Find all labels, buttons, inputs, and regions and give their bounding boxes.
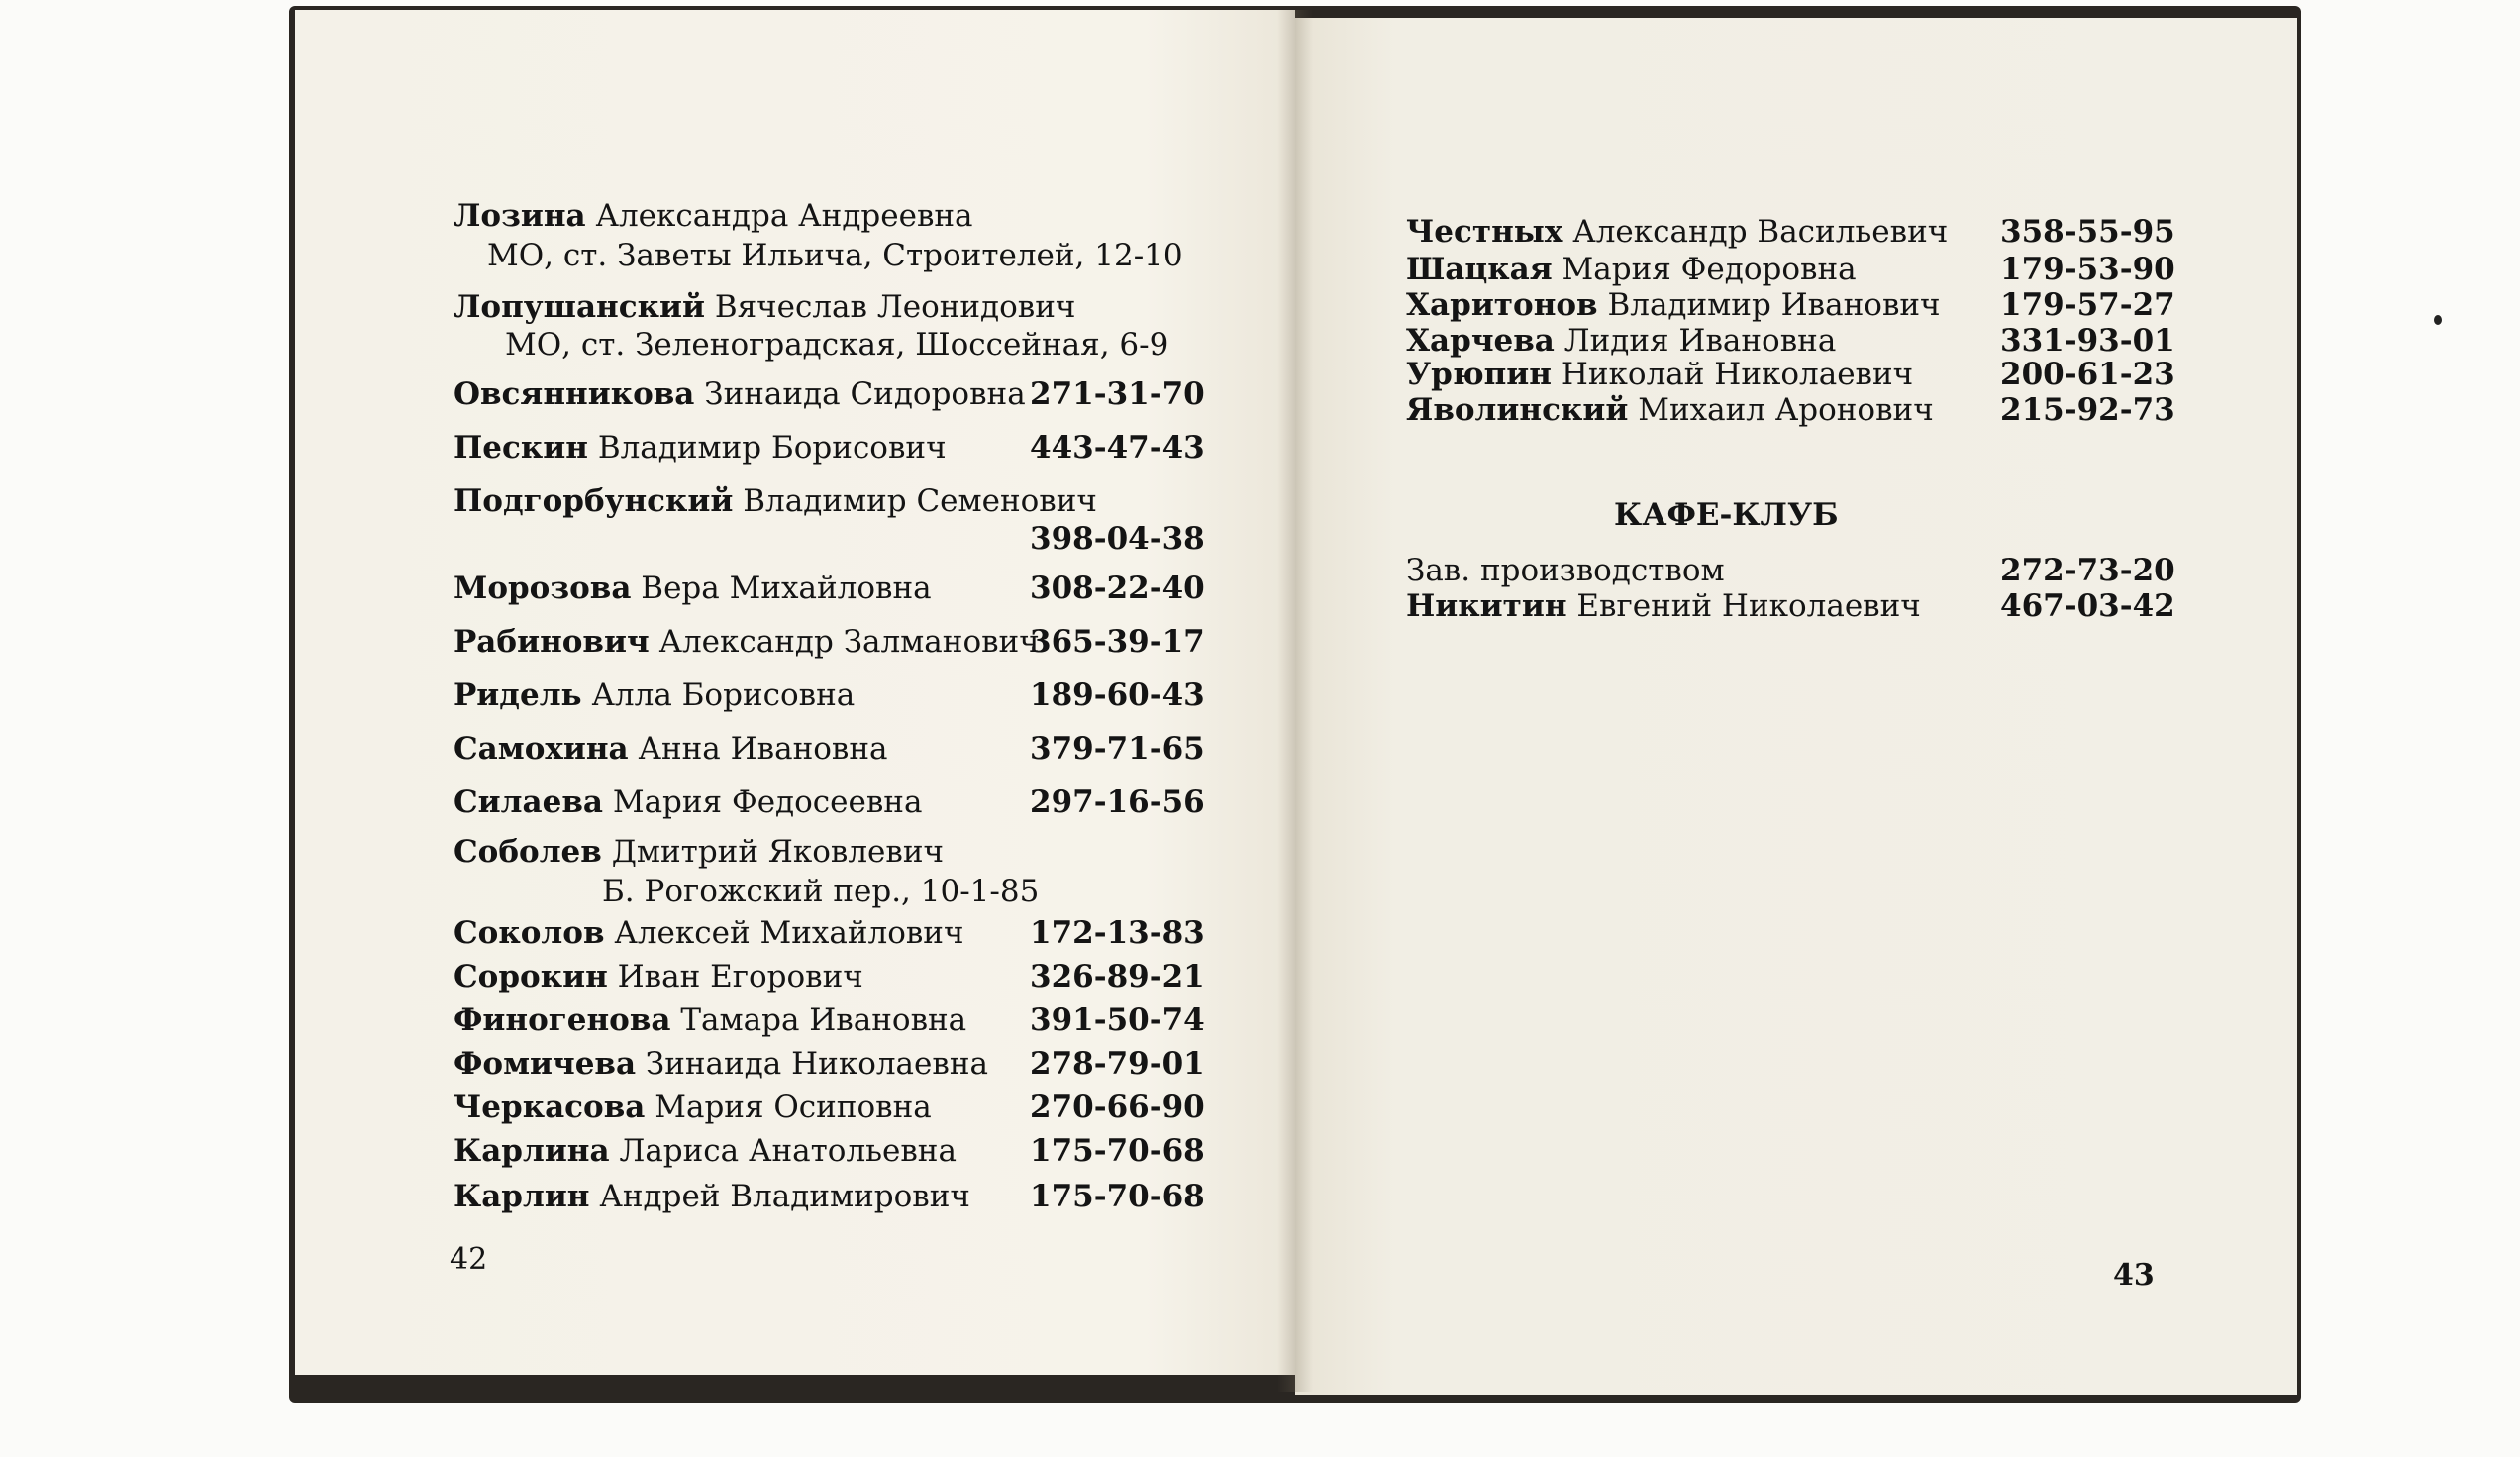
entry-phone: 215-92-73 bbox=[2000, 392, 2175, 428]
entry-surname: Силаева bbox=[454, 784, 603, 820]
entry-address: МО, ст. Заветы Ильича, Строителей, 12-10 bbox=[487, 238, 1183, 273]
entry-given-name: Михаил Аронович bbox=[1638, 392, 1934, 428]
entry-given-name: Евгений Николаевич bbox=[1576, 588, 1921, 624]
directory-entry bbox=[1406, 586, 2175, 626]
directory-entry bbox=[454, 287, 1075, 327]
entry-surname: Овсянникова bbox=[454, 376, 695, 412]
entry-phone: 398-04-38 bbox=[1030, 521, 1205, 557]
entry-surname: Черкасова bbox=[454, 1090, 646, 1125]
entry-address: МО, ст. Зеленоградская, Шоссейная, 6-9 bbox=[505, 327, 1169, 363]
entry-given-name: Мария Федоровна bbox=[1562, 252, 1857, 287]
entry-surname: Харитонов bbox=[1406, 287, 1598, 323]
page-number-left: 42 bbox=[450, 1242, 488, 1277]
entry-given-name: Мария Федосеевна bbox=[612, 784, 923, 820]
entry-phone: 308-22-40 bbox=[1030, 571, 1205, 606]
entry-given-name: Лидия Ивановна bbox=[1563, 323, 1837, 359]
entry-surname: Финогенова bbox=[454, 1002, 671, 1038]
entry-surname: Урюпин bbox=[1406, 357, 1552, 392]
directory-entry bbox=[454, 913, 1205, 953]
entry-given-name: Вера Михайловна bbox=[641, 571, 932, 606]
entry-given-name: Дмитрий Яковлевич bbox=[611, 834, 945, 870]
entry-surname: Ридель bbox=[454, 677, 582, 713]
directory-entry bbox=[454, 1131, 1205, 1171]
entry-given-name: Анна Ивановна bbox=[638, 731, 888, 767]
ink-speck bbox=[2434, 315, 2442, 325]
entry-given-name: Лариса Анатольевна bbox=[619, 1133, 957, 1169]
entry-surname: Лопушанский bbox=[454, 289, 705, 325]
entry-given-name: Николай Николаевич bbox=[1561, 357, 1914, 392]
entry-phone: 391-50-74 bbox=[1030, 1002, 1205, 1038]
entry-given-name: Владимир Борисович bbox=[597, 430, 947, 466]
entry-given-name: Владимир Иванович bbox=[1607, 287, 1941, 323]
entry-surname: Сорокин bbox=[454, 959, 608, 994]
entry-given-name: Алла Борисовна bbox=[591, 677, 856, 713]
entry-given-name: Зинаида Сидоровна bbox=[704, 376, 1026, 412]
entry-phone: 379-71-65 bbox=[1030, 731, 1205, 767]
entry-phone: 297-16-56 bbox=[1030, 784, 1205, 820]
entry-given-name: Мария Осиповна bbox=[655, 1090, 932, 1125]
page-number-right: 43 bbox=[2113, 1258, 2155, 1293]
entry-phone: 443-47-43 bbox=[1030, 430, 1205, 466]
directory-entry bbox=[454, 676, 1205, 715]
entry-given-name: Александр Васильевич bbox=[1572, 214, 1949, 250]
directory-entry bbox=[454, 569, 1205, 608]
entry-surname: Самохина bbox=[454, 731, 629, 767]
entry-phone: 270-66-90 bbox=[1030, 1090, 1205, 1125]
entry-given-name: Владимир Семенович bbox=[743, 483, 1097, 519]
entry-given-name: Тамара Ивановна bbox=[680, 1002, 967, 1038]
directory-entry bbox=[454, 957, 1205, 996]
entry-surname: Подгорбунский bbox=[454, 483, 734, 519]
entry-phone: 200-61-23 bbox=[2000, 357, 2175, 392]
entry-surname: Лозина bbox=[454, 198, 586, 234]
entry-surname: Пескин bbox=[454, 430, 588, 466]
entry-given-name: Александр Залманович bbox=[658, 624, 1040, 660]
directory-entry bbox=[454, 196, 973, 236]
entry-given-name: Зинаида Николаевна bbox=[645, 1046, 988, 1082]
entry-given-name: Зав. производством bbox=[1406, 553, 1725, 588]
directory-entry bbox=[1406, 250, 2175, 289]
entry-surname: Морозова bbox=[454, 571, 632, 606]
entry-phone: 179-53-90 bbox=[2000, 252, 2175, 287]
entry-given-name: Вячеслав Леонидович bbox=[714, 289, 1076, 325]
entry-phone: 358-55-95 bbox=[2000, 214, 2175, 250]
entry-surname: Яволинский bbox=[1406, 392, 1629, 428]
entry-surname: Шацкая bbox=[1406, 252, 1553, 287]
directory-entry bbox=[454, 1044, 1205, 1084]
entry-phone-wrap bbox=[1030, 519, 1205, 559]
entry-surname: Никитин bbox=[1406, 588, 1567, 624]
entry-phone: 278-79-01 bbox=[1030, 1046, 1205, 1082]
entry-phone: 271-31-70 bbox=[1030, 376, 1205, 412]
entry-phone: 331-93-01 bbox=[2000, 323, 2175, 359]
entry-surname: Честных bbox=[1406, 214, 1563, 250]
entry-given-name: Александра Андреевна bbox=[595, 198, 973, 234]
section-title: КАФЕ-КЛУБ bbox=[1614, 497, 1839, 533]
directory-entry bbox=[454, 782, 1205, 822]
directory-entry bbox=[454, 1088, 1205, 1127]
entry-phone: 467-03-42 bbox=[2000, 588, 2175, 624]
directory-entry bbox=[454, 1177, 1205, 1216]
directory-entry bbox=[454, 428, 1205, 468]
entry-phone: 189-60-43 bbox=[1030, 677, 1205, 713]
directory-entry bbox=[1406, 551, 2175, 590]
entry-surname: Соколов bbox=[454, 915, 605, 951]
directory-entry bbox=[454, 729, 1205, 769]
entry-given-name: Иван Егорович bbox=[617, 959, 863, 994]
directory-entry bbox=[1406, 355, 2175, 394]
entry-phone: 175-70-68 bbox=[1030, 1179, 1205, 1214]
entry-phone: 365-39-17 bbox=[1030, 624, 1205, 660]
directory-entry bbox=[454, 1000, 1205, 1040]
directory-entry bbox=[1406, 285, 2175, 325]
entry-given-name: Андрей Владимирович bbox=[599, 1179, 970, 1214]
directory-entry bbox=[1406, 390, 2175, 430]
directory-entry bbox=[454, 481, 1097, 521]
directory-entry bbox=[1406, 212, 2175, 252]
entry-surname: Карлин bbox=[454, 1179, 590, 1214]
page-fold bbox=[1277, 10, 1313, 1392]
directory-entry bbox=[454, 832, 944, 872]
entry-address: Б. Рогожский пер., 10-1-85 bbox=[602, 874, 1040, 909]
entry-phone: 179-57-27 bbox=[2000, 287, 2175, 323]
directory-entry bbox=[454, 374, 1205, 414]
entry-phone: 172-13-83 bbox=[1030, 915, 1205, 951]
entry-surname: Харчева bbox=[1406, 323, 1555, 359]
entry-surname: Соболев bbox=[454, 834, 602, 870]
entry-phone: 175-70-68 bbox=[1030, 1133, 1205, 1169]
entry-surname: Рабинович bbox=[454, 624, 650, 660]
entry-surname: Карлина bbox=[454, 1133, 610, 1169]
entry-surname: Фомичева bbox=[454, 1046, 637, 1082]
directory-entry bbox=[454, 622, 1205, 662]
entry-phone: 272-73-20 bbox=[2000, 553, 2175, 588]
entry-phone: 326-89-21 bbox=[1030, 959, 1205, 994]
entry-given-name: Алексей Михайлович bbox=[614, 915, 964, 951]
